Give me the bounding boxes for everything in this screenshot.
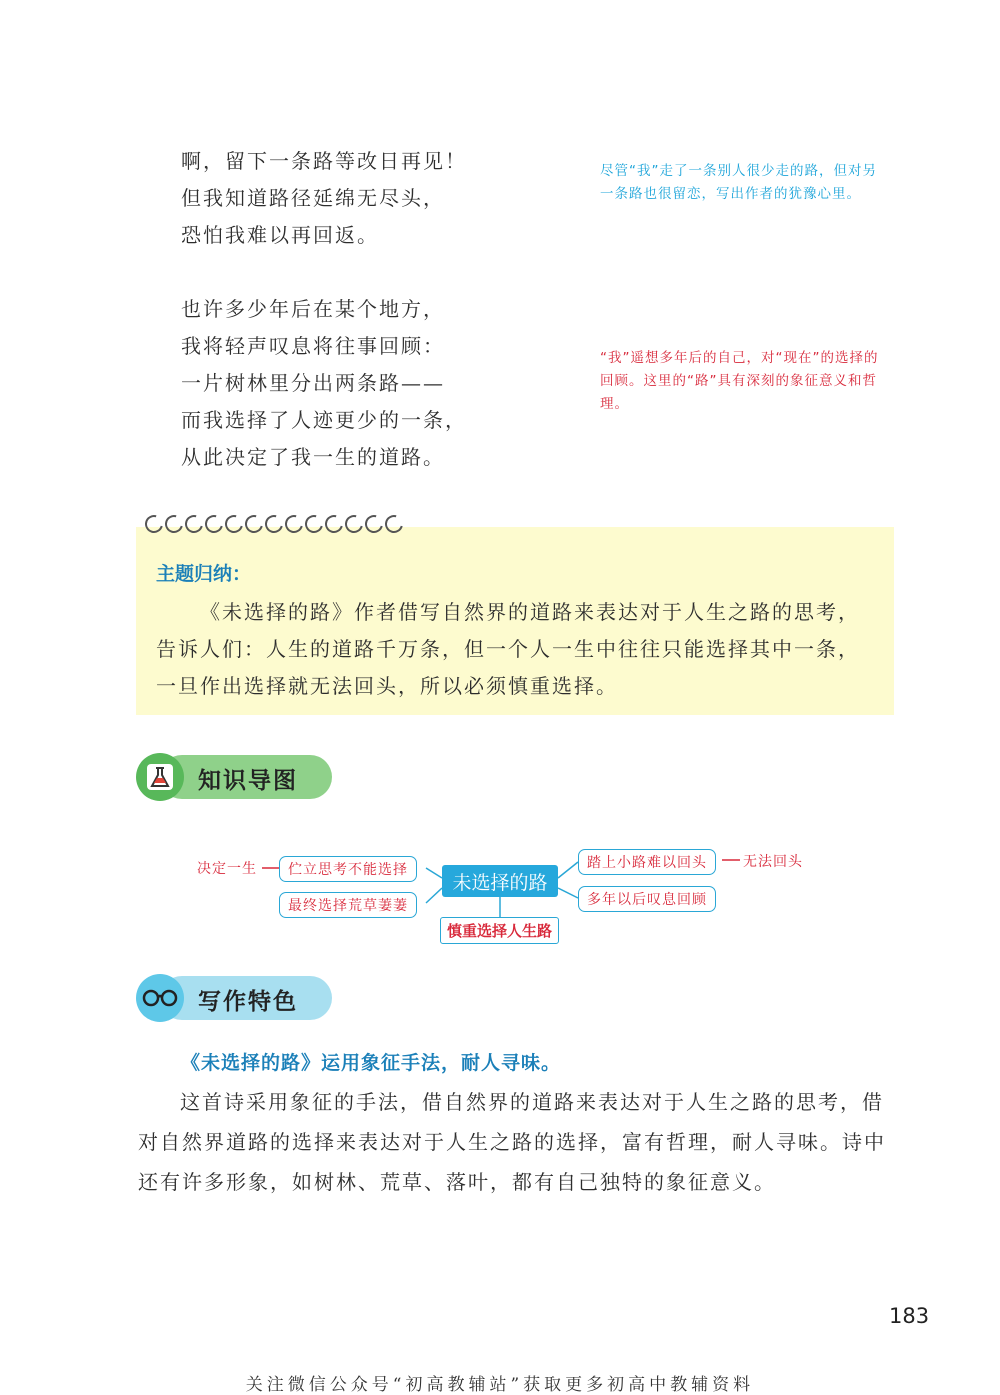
poem-line: 也许多少年后在某个地方， <box>181 297 445 321</box>
poem-line: 我将轻声叹息将往事回顾： <box>181 334 445 358</box>
annotation-note-blue: 尽管“我”走了一条别人很少走的路，但对另一条路也很留恋，写出作者的犹豫心里。 <box>600 163 877 202</box>
mindmap-node: 最终选择荒草萋萋 <box>279 892 417 918</box>
poem-line: 但我知道路径延绵无尽头， <box>181 186 445 210</box>
mindmap-center-node: 未选择的路 <box>442 865 558 897</box>
annotation-note-red: “我”遥想多年后的自己，对“现在”的选择的回顾。这里的“路”具有深刻的象征意义和哲理。 <box>600 350 879 412</box>
mindmap-leaf: 决定一生 <box>197 861 257 877</box>
glasses-icon <box>136 974 184 1022</box>
mindmap-node: 伫立思考不能选择 <box>279 856 417 882</box>
poem-line: 从此决定了我一生的道路。 <box>181 445 445 469</box>
theme-text: 《未选择的路》作者借写自然界的道路来表达对于人生之路的思考，告诉人们：人生的道路千万条，但一个人一生中往往只能选择其中一条，一旦作出选择就无法回头，所以必须慎重选择。 <box>156 600 860 698</box>
mindmap-node: 多年以后叹息回顾 <box>578 886 716 912</box>
section-title: 知识导图 <box>198 768 298 794</box>
poem-line: 一片树林里分出两条路—— <box>181 371 445 395</box>
poem-line: 啊，留下一条路等改日再见！ <box>181 149 467 173</box>
mindmap-bottom-node: 慎重选择人生路 <box>440 917 559 944</box>
page-number: 183 <box>889 1304 930 1328</box>
features-text: 这首诗采用象征的手法，借自然界的道路来表达对于人生之路的思考，借对自然界道路的选择来表达对于人生之路的选择，富有哲理，耐人寻味。诗中还有许多形象，如树林、荒草、落叶，都有自己独特的象征意义。 <box>138 1090 886 1194</box>
features-title: 《未选择的路》运用象征手法，耐人寻味。 <box>181 1052 562 1074</box>
footer-note: 关注微信公众号“初高教辅站”获取更多初高中教辅资料 <box>245 1375 755 1395</box>
mindmap-leaf: 无法回头 <box>743 854 803 870</box>
theme-title: 主题归纳： <box>156 563 252 585</box>
section-title: 写作特色 <box>198 989 298 1015</box>
poem-line: 而我选择了人迹更少的一条， <box>181 408 467 432</box>
poem-line: 恐怕我难以再回返。 <box>181 223 379 247</box>
section-header-features <box>136 974 332 1020</box>
mindmap-node: 踏上小路难以回头 <box>578 849 716 875</box>
